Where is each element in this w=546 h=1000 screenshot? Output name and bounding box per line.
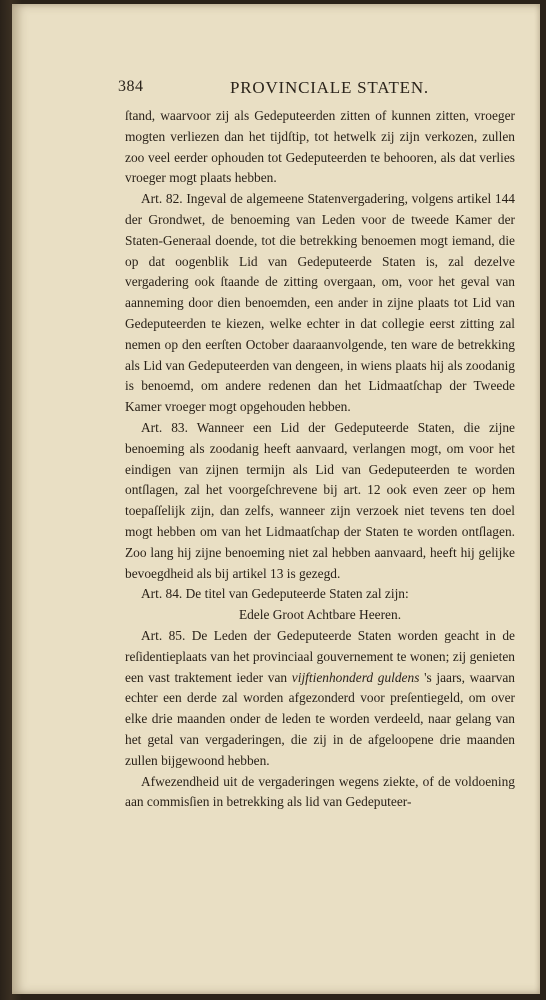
running-title: PROVINCIALE STATEN. <box>230 78 429 97</box>
art-85-emphasis: vijftienhonderd guldens <box>291 669 420 685</box>
paragraph-art-84: Art. 84. De titel van Gedeputeerde Staten zal zijn: <box>141 586 409 602</box>
paragraph-art-84-title: Edele Groot Achtbare Heeren. <box>238 607 402 623</box>
paragraph-art-82: Art. 82. Ingeval de algemeene Statenvergadering, volgens artikel 144 der Grondwet, de benoeming van Leden voor de tweede Kamer der Staten-Generaal doende, tot die betrekking benoemen mogt iemand, die op dat oogenblik Lid van Gedeputeerde Staten is, zal dezelve vergadering ook ſtaande de zitting overgaan, om, voor het geval van aanneming door dien benoemden, een ander in zijne plaats tot Lid van Gedeputeerden te kiezen, welke echter in dat collegie eerst zitting zal nemen op den eerſten October daaraanvolgende, ten ware de betrekking als Lid van Gedeputeerden van dengeen, in wiens plaats hij als zoodanig is benoemd, om andere redenen dan het Lidmaatſchap der Tweede Kamer vroeger mogt opgehouden hebben. <box>125 191 515 415</box>
paragraph-absence: Afwezendheid uit de vergaderingen wegens ziekte, of de voldoening aan commisſien in betrekking als lid van Gedeputeer- <box>125 773 515 810</box>
paragraph-continued: ſtand, waarvoor zij als Gedeputeerden zitten of kunnen zitten, vroeger mogten verliezen dan het tijdſtip, tot hetwelk zij zijn verkozen, zullen zoo veel eerder ophouden tot Gedeputeerden te behooren, als dat verlies vroeger mogt plaats hebben. <box>125 108 515 186</box>
page-header <box>118 78 518 98</box>
paragraph-art-85 <box>125 626 515 772</box>
paragraph-art-83: Art. 83. Wanneer een Lid der Gedeputeerde Staten, die zijne benoeming als zoodanig heeft aanvaard, verlangen mogt, om voor het eindigen van zijnen termijn als Lid van Gedeputeerden te worden ontſlagen, zal het voorgeſchrevene bij art. 12 ook even zeer op hem toepaſſelijk zijn, dan zelfs, wanneer zijn verzoek niet tevens ten doel mogt hebben om van het Lidmaatſchap der Staten te worden ontſlagen. Zoo lang hij zijne benoeming niet zal hebben aanvaard, heeft hij gelijke bevoegdheid als bij artikel 13 is gezegd. <box>125 419 515 581</box>
art-85-text-part-1: Art. 85. De Leden der Gedeputeerde Staten worden geacht in de reſidentieplaats van het provinciaal gouvernement te wonen; zij genieten een vast traktement ieder van <box>125 627 515 685</box>
art-85-text-part-2: 's jaars, waarvan echter een derde zal worden afgezonderd voor preſentiegeld, om over elke drie maanden onder de leden te worden verdeeld, naar gelang van het getal van vergaderingen, die zij in de afgeloopene drie maanden zullen bijgewoond hebben. <box>125 669 515 768</box>
page-body <box>125 106 515 813</box>
page-number: 384 <box>118 78 144 95</box>
